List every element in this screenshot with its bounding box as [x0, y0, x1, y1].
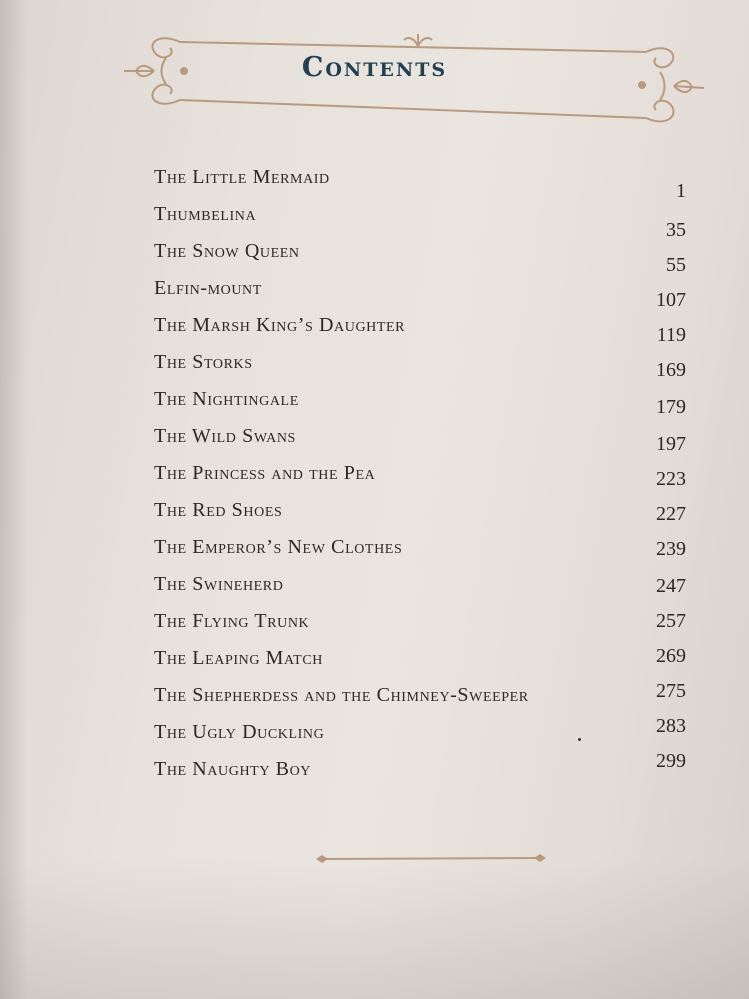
toc-entry [154, 536, 686, 566]
toc-entry [154, 462, 686, 492]
toc-entry [154, 203, 686, 241]
footer-divider [314, 852, 548, 866]
toc-entry [154, 314, 686, 344]
toc-entry-title: The Ugly Duckling [154, 721, 325, 743]
toc-entry-title: The Snow Queen [154, 240, 300, 262]
toc-entry-title: Elfin-mount [154, 277, 262, 299]
toc-entry-page-number: 247 [656, 575, 686, 597]
page-bottom-shade [0, 859, 749, 999]
paper-speck [578, 738, 581, 741]
toc-entry-title: The Shepherdess and the Chimney-Sweeper [154, 684, 529, 706]
toc-entry-title: The Flying Trunk [154, 610, 310, 632]
toc-entry-page-number: 283 [656, 715, 686, 737]
toc-entry-page-number: 269 [656, 645, 686, 667]
toc-entry [154, 166, 686, 202]
toc-entry-page-number: 119 [656, 324, 686, 346]
toc-entry [154, 750, 686, 788]
toc-entry [154, 680, 686, 714]
page-title: Contents [301, 52, 448, 83]
top-center-flourish [404, 34, 432, 46]
toc-entry-title: Thumbelina [154, 203, 257, 225]
toc-entry-title: The Nightingale [154, 388, 299, 410]
frame-bottom-rule [180, 100, 646, 118]
toc-entry-title: The Wild Swans [154, 425, 296, 447]
toc-entry-title: The Little Mermaid [154, 166, 330, 188]
toc-entry [154, 499, 686, 529]
toc-entry [154, 715, 686, 751]
toc-entry-title: The Storks [154, 351, 253, 373]
toc-entry-title: The Princess and the Pea [154, 462, 376, 484]
toc-entry [154, 388, 686, 418]
toc-entry-page-number: 179 [656, 396, 686, 418]
toc-entry [154, 351, 686, 381]
toc-entry [154, 610, 686, 640]
toc-entry [154, 647, 686, 677]
toc-entry-title: The Naughty Boy [154, 758, 311, 780]
toc-entry-page-number: 299 [656, 750, 686, 772]
toc-entry-title: The Marsh King’s Daughter [154, 314, 406, 336]
toc-entry-page-number: 55 [666, 254, 686, 276]
toc-entry-title: The Leaping Match [154, 647, 323, 669]
frame-top-rule [180, 42, 646, 52]
toc-entry-page-number: 223 [656, 468, 686, 490]
toc-entry-page-number: 275 [656, 680, 686, 702]
toc-entry-page-number: 197 [656, 433, 686, 455]
toc-entry [154, 277, 686, 311]
toc-entry [154, 573, 686, 603]
toc-entry-title: The Emperor’s New Clothes [154, 536, 403, 558]
toc-entry-page-number: 35 [666, 219, 686, 241]
toc-entry-page-number: 107 [656, 289, 686, 311]
toc-entry-page-number: 227 [656, 503, 686, 525]
page-gutter-shadow [0, 0, 28, 999]
toc-entry-page-number: 239 [656, 538, 686, 560]
toc-entry-title: The Red Shoes [154, 499, 283, 521]
toc-entry-page-number: 257 [656, 610, 686, 632]
toc-entry [154, 240, 686, 276]
toc-entry [154, 425, 686, 455]
toc-entry-page-number: 1 [676, 180, 686, 202]
toc-entry-page-number: 169 [656, 359, 686, 381]
toc-entry-title: The Swineherd [154, 573, 284, 595]
